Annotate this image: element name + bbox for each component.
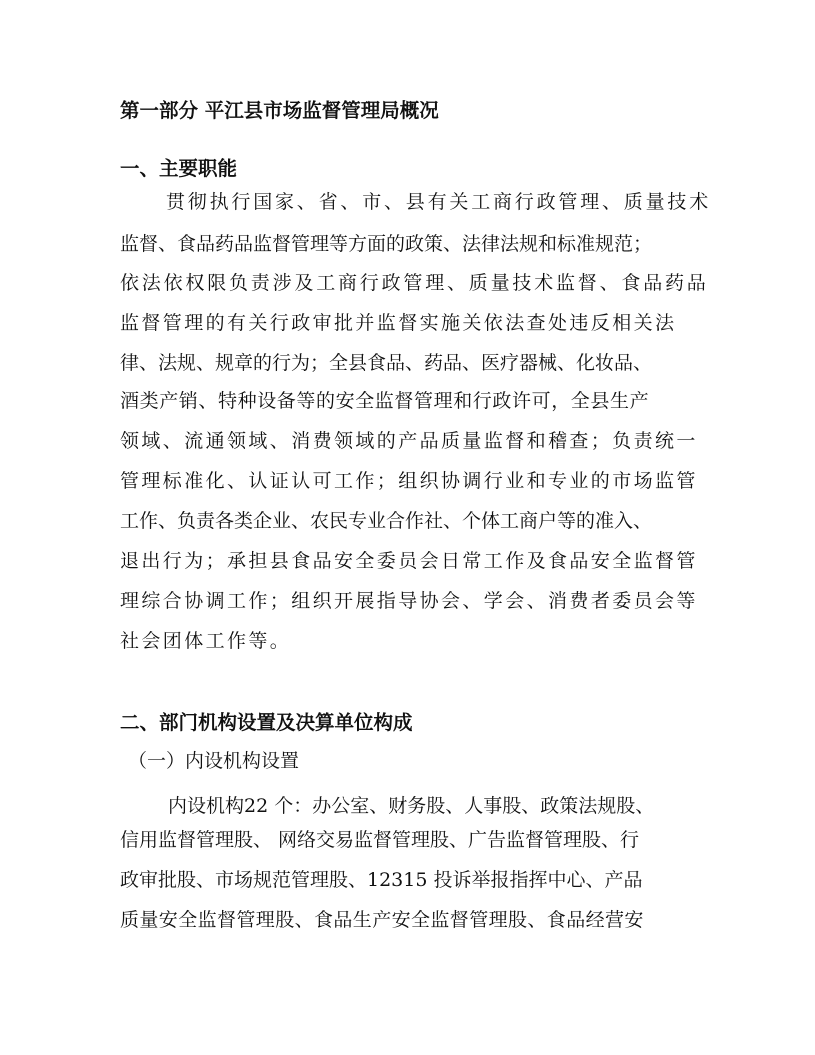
para1-line: 监督管理的有关行政审批并监督实施关依法查处违反相关法 [120, 312, 677, 334]
heading-main-functions: 一、主要职能 [120, 157, 238, 180]
para1-line: 依法依权限负责涉及工商行政管理、质量技术监督、食品药品 [120, 272, 709, 294]
para1-line: 贯彻执行国家、省、市、县有关工商行政管理、质量技术 [166, 191, 712, 213]
heading-department-structure: 二、部门机构设置及决算单位构成 [120, 711, 413, 734]
para1-line: 社会团体工作等。 [120, 630, 292, 652]
para2-line: 信用监督管理股、 网络交易监督管理股、广告监督管理股、行 [120, 829, 640, 851]
para1-line: 领域、流通领域、消费领域的产品质量监督和稽查；负责统一 [120, 430, 698, 452]
section-title: 第一部分 平江县市场监督管理局概况 [120, 99, 439, 122]
para1-line: 理综合协调工作；组织开展指导协会、学会、消费者委员会等 [120, 590, 698, 612]
para1-line: 监督、食品药品监督管理等方面的政策、法律法规和标准规范； [120, 233, 653, 255]
para2-line: 政审批股、市场规范管理股、12315 投诉举报指挥中心、产品 [120, 869, 643, 891]
para1-line: 退出行为；承担县食品安全委员会日常工作及食品安全监督管 [120, 550, 698, 572]
para1-line: 工作、负责各类企业、农民专业合作社、个体工商户等的准入、 [120, 510, 653, 532]
para2-line: 内设机构22 个：办公室、财务股、人事股、政策法规股、 [168, 795, 655, 817]
subheading-internal-units: （一）内设机构设置 [128, 750, 300, 772]
para1-line: 酒类产销、特种设备等的安全监督管理和行政许可，全县生产 [120, 390, 650, 412]
para2-line: 质量安全监督管理股、食品生产安全监督管理股、食品经营安 [120, 909, 644, 931]
para1-line: 管理标准化、认证认可工作；组织协调行业和专业的市场监管 [120, 470, 698, 492]
para1-line: 律、法规、规章的行为；全县食品、药品、医疗器械、化妆品、 [120, 352, 653, 374]
